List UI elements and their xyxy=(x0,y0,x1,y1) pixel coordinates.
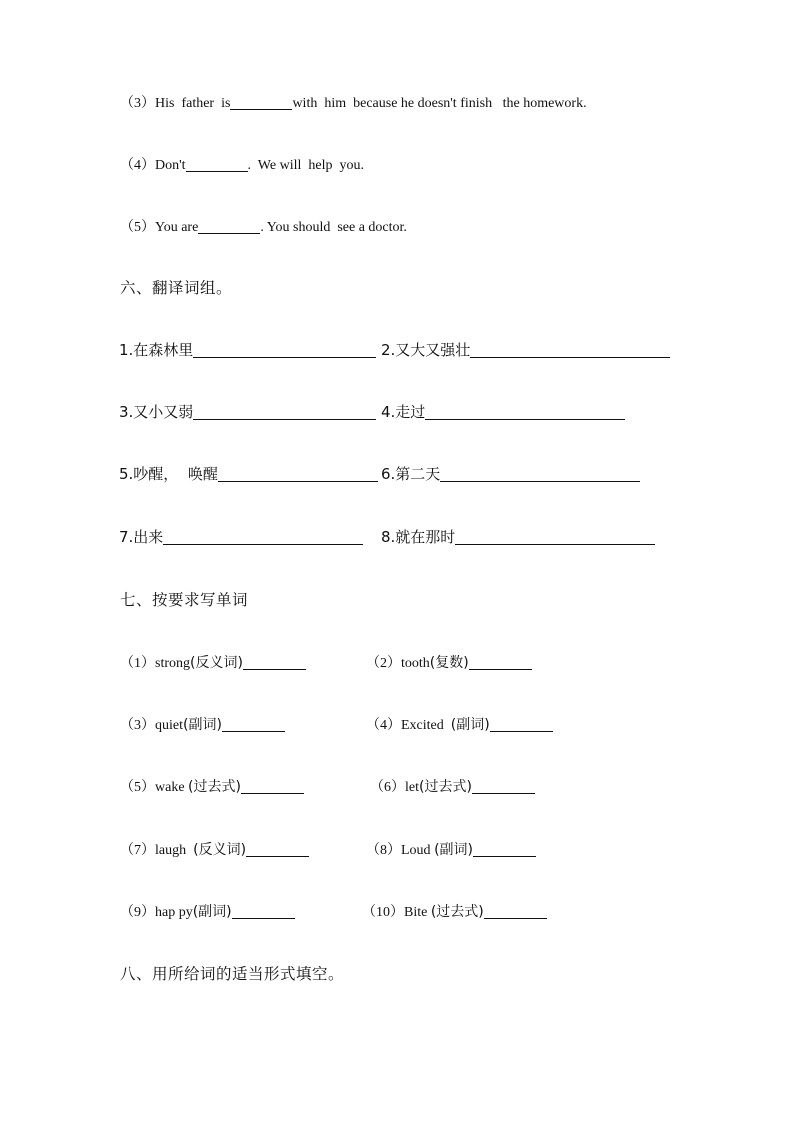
translate-item-7 xyxy=(119,526,363,547)
requirement: (复数) xyxy=(429,655,469,671)
question-number: （3） xyxy=(120,96,155,111)
question-number: （9） xyxy=(120,905,155,920)
requirement: (副词) xyxy=(183,717,222,733)
word: Loud xyxy=(401,843,435,858)
answer-blank[interactable] xyxy=(222,717,285,732)
translate-item-8 xyxy=(381,526,655,547)
requirement: (副词) xyxy=(434,842,473,858)
sentence-text: His father is xyxy=(155,96,231,111)
item-label: 4.走过 xyxy=(381,403,426,421)
answer-blank[interactable] xyxy=(455,529,655,545)
question-number: （1） xyxy=(120,656,155,671)
answer-blank[interactable] xyxy=(232,904,295,919)
answer-blank[interactable] xyxy=(440,466,640,482)
word-item-4 xyxy=(366,714,553,734)
word: strong xyxy=(155,656,190,671)
answer-blank[interactable] xyxy=(163,529,363,545)
word-item-7 xyxy=(120,839,309,859)
answer-blank[interactable] xyxy=(243,655,306,670)
requirement: (过去式) xyxy=(430,904,484,920)
question-number: （5） xyxy=(120,780,155,795)
answer-blank[interactable] xyxy=(425,404,625,420)
translate-item-4 xyxy=(381,401,625,422)
answer-blank[interactable] xyxy=(490,717,553,732)
word: tooth xyxy=(401,656,430,671)
word-item-5 xyxy=(120,776,304,796)
word: Excited xyxy=(401,718,451,733)
translate-item-1 xyxy=(119,339,376,360)
answer-blank[interactable] xyxy=(193,342,376,358)
sentence-3 xyxy=(120,92,587,112)
question-number: （3） xyxy=(120,718,155,733)
translate-item-5 xyxy=(119,463,378,484)
sentence-text: with him because he doesn't finish the homework. xyxy=(292,96,587,111)
translate-item-3 xyxy=(119,401,376,422)
answer-blank[interactable] xyxy=(230,95,292,110)
item-label: 2.又大又强壮 xyxy=(381,341,471,359)
word-item-10 xyxy=(362,901,547,921)
question-number: （10） xyxy=(362,905,404,920)
word-item-9 xyxy=(120,901,295,921)
answer-blank[interactable] xyxy=(241,779,304,794)
word: let xyxy=(405,780,419,795)
word: Bite xyxy=(404,905,431,920)
item-label: 1.在森林里 xyxy=(119,341,194,359)
section-8-title: 八、用所给词的适当形式填空。 xyxy=(120,965,345,983)
answer-blank[interactable] xyxy=(470,342,670,358)
question-number: （8） xyxy=(366,843,401,858)
answer-blank[interactable] xyxy=(193,404,376,420)
item-label: 7.出来 xyxy=(119,528,164,546)
question-number: （7） xyxy=(120,843,155,858)
item-label: 6.第二天 xyxy=(381,465,441,483)
sentence-text: Don't xyxy=(155,158,186,173)
question-number: （4） xyxy=(120,158,155,173)
item-label: 5.吵醒， 唤醒 xyxy=(119,465,218,483)
sentence-4 xyxy=(120,154,364,174)
word-item-6 xyxy=(370,776,535,796)
requirement: (过去式) xyxy=(419,779,472,795)
question-number: （2） xyxy=(366,656,401,671)
word: laugh xyxy=(155,843,194,858)
translate-item-2 xyxy=(381,339,670,360)
word: hap py xyxy=(155,905,193,920)
sentence-5 xyxy=(120,216,407,236)
word-item-3 xyxy=(120,714,285,734)
requirement: (副词) xyxy=(192,904,232,920)
answer-blank[interactable] xyxy=(186,157,248,172)
word-item-2 xyxy=(366,652,532,672)
sentence-text: . You should see a doctor. xyxy=(260,220,407,235)
word-item-1 xyxy=(120,652,306,672)
section-7-title: 七、按要求写单词 xyxy=(120,591,249,609)
item-label: 3.又小又弱 xyxy=(119,403,194,421)
word-item-8 xyxy=(366,839,536,859)
word: wake xyxy=(155,780,189,795)
answer-blank[interactable] xyxy=(469,655,532,670)
section-6-title: 六、翻译词组。 xyxy=(120,279,233,297)
answer-blank[interactable] xyxy=(246,842,309,857)
answer-blank[interactable] xyxy=(198,219,260,234)
translate-item-6 xyxy=(381,463,640,484)
requirement: (反义词) xyxy=(193,842,247,858)
answer-blank[interactable] xyxy=(218,466,378,482)
sentence-text: You are xyxy=(155,220,199,235)
answer-blank[interactable] xyxy=(484,904,547,919)
sentence-text: . We will help you. xyxy=(247,158,364,173)
requirement: (反义词) xyxy=(190,655,243,671)
requirement: (副词) xyxy=(450,717,490,733)
question-number: （6） xyxy=(370,780,405,795)
answer-blank[interactable] xyxy=(473,842,536,857)
requirement: (过去式) xyxy=(188,779,241,795)
question-number: （5） xyxy=(120,220,155,235)
answer-blank[interactable] xyxy=(472,779,535,794)
item-label: 8.就在那时 xyxy=(381,528,456,546)
question-number: （4） xyxy=(366,718,401,733)
word: quiet xyxy=(155,718,183,733)
